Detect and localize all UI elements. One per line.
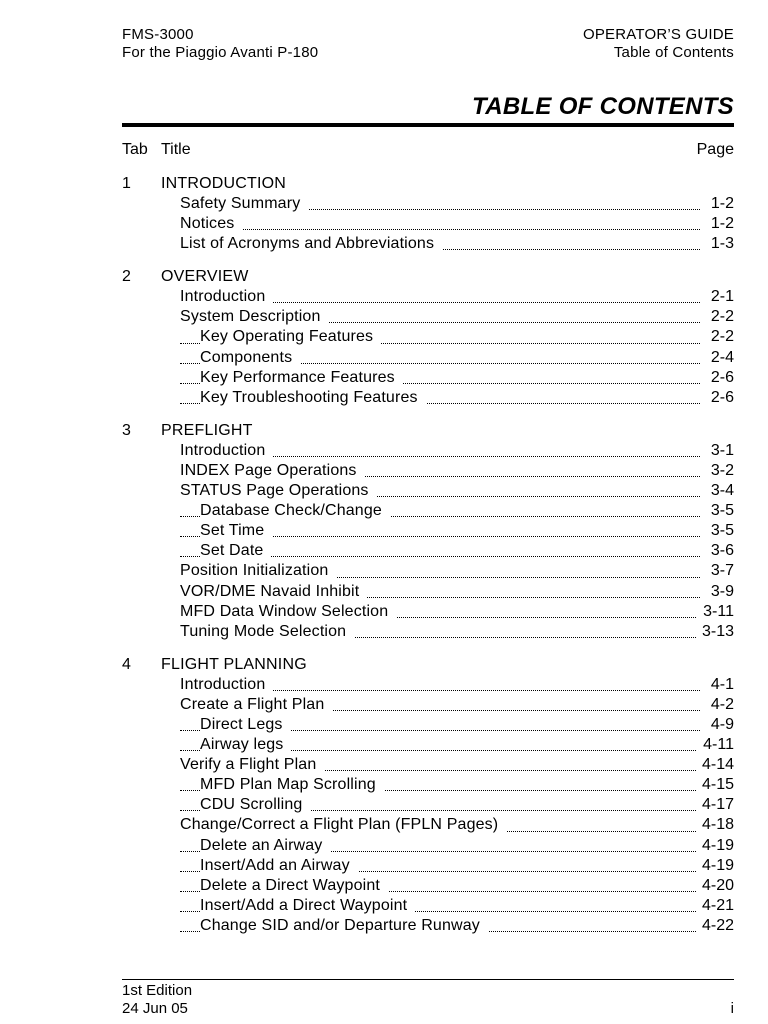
guide-name: OPERATOR’S GUIDE [582,26,734,43]
toc-section [122,174,734,254]
entry-page-number[interactable]: 1-2 [705,214,734,234]
header-left [122,26,318,62]
entry-page-number[interactable]: 3-11 [697,602,734,622]
entry-page-number[interactable]: 3-4 [705,481,734,501]
entry-title[interactable]: Notices [180,214,242,234]
aircraft-name: For the Piaggio Avanti P-180 [122,44,319,61]
toc-entry[interactable] [122,214,734,234]
toc-entry[interactable] [122,388,734,408]
page-title: TABLE OF CONTENTS [472,93,734,120]
entry-page-number[interactable]: 4-15 [696,775,734,795]
section-heading [122,174,734,194]
toc-entry[interactable] [122,695,734,715]
entry-page-number[interactable]: 1-2 [705,194,734,214]
entry-title[interactable]: STATUS Page Operations [180,481,377,501]
toc-entry[interactable] [122,561,734,581]
toc-entry[interactable] [122,234,734,254]
toc-entry[interactable] [122,461,734,481]
entry-title[interactable]: Change SID and/or Departure Runway [200,916,488,936]
entry-page-number[interactable]: 2-6 [705,368,734,388]
edition-date: 24 Jun 05 [122,1000,188,1017]
entry-page-number[interactable]: 2-2 [705,327,734,347]
entry-page-number[interactable]: 2-1 [705,287,734,307]
entry-page-number[interactable]: 4-19 [696,836,734,856]
section-heading [122,655,734,675]
toc-entry[interactable] [122,521,734,541]
entry-page-number[interactable]: 4-22 [696,916,734,936]
toc-entry[interactable] [122,755,734,775]
title-rule [122,123,734,127]
entry-title[interactable]: Key Operating Features [200,327,381,347]
entry-title[interactable]: VOR/DME Navaid Inhibit [180,582,367,602]
header-right [583,26,734,62]
section-title[interactable]: FLIGHT PLANNING [161,655,307,673]
entry-page-number[interactable]: 4-11 [697,735,734,755]
toc-entry[interactable] [122,327,734,347]
page-header [122,26,734,62]
entry-title[interactable]: Introduction [180,675,273,695]
toc-entry[interactable] [122,582,734,602]
toc-entry[interactable] [122,856,734,876]
product-name: FMS-3000 [122,26,194,43]
entry-page-number[interactable]: 3-5 [705,501,734,521]
entry-title[interactable]: List of Acronyms and Abbreviations [180,234,442,254]
section-title[interactable]: OVERVIEW [161,268,249,286]
toc-entry[interactable] [122,795,734,815]
entry-title[interactable]: Delete a Direct Waypoint [200,876,388,896]
toc-entry[interactable] [122,348,734,368]
toc-entry[interactable] [122,836,734,856]
toc-entry[interactable] [122,675,734,695]
page-column-heading: Page [696,141,734,158]
entry-page-number[interactable]: 2-4 [705,348,734,368]
entry-title[interactable]: Components [200,348,300,368]
entry-page-number[interactable]: 4-19 [696,856,734,876]
section-number: 4 [122,655,131,673]
toc-entry[interactable] [122,541,734,561]
toc-entry[interactable] [122,441,734,461]
entry-page-number[interactable]: 3-2 [705,461,734,481]
section-number: 3 [122,421,131,439]
entry-title[interactable]: Database Check/Change [200,501,390,521]
entry-page-number[interactable]: 3-6 [705,541,734,561]
entry-title[interactable]: Position Initialization [180,561,336,581]
entry-title[interactable]: Change/Correct a Flight Plan (FPLN Pages) [180,815,506,835]
page-number: i [730,1000,734,1017]
entry-title[interactable]: Introduction [180,441,273,461]
entry-page-number[interactable]: 4-20 [696,876,734,896]
entry-page-number[interactable]: 1-3 [705,234,734,254]
column-headings [122,141,734,161]
section-heading [122,421,734,441]
section-name: Table of Contents [613,44,734,61]
toc-entry[interactable] [122,735,734,755]
toc-entry[interactable] [122,896,734,916]
entry-title[interactable]: Safety Summary [180,194,308,214]
entry-title[interactable]: Delete an Airway [200,836,330,856]
toc-entry[interactable] [122,815,734,835]
toc-entry[interactable] [122,622,734,642]
entry-title[interactable]: Insert/Add an Airway [200,856,358,876]
entry-page-number[interactable]: 3-7 [705,561,734,581]
footer-left [122,982,192,1018]
entry-title[interactable]: Key Troubleshooting Features [200,388,426,408]
section-number: 2 [122,268,131,286]
toc-entry[interactable] [122,602,734,622]
section-title[interactable]: INTRODUCTION [161,175,287,192]
entry-title[interactable]: Insert/Add a Direct Waypoint [200,896,415,916]
entry-page-number[interactable]: 4-18 [696,815,734,835]
toc-entry[interactable] [122,501,734,521]
entry-page-number[interactable]: 4-1 [705,675,734,695]
toc-list [122,174,734,949]
toc-entry[interactable] [122,287,734,307]
toc-section [122,421,734,642]
dot-leader [180,229,700,230]
toc-entry[interactable] [122,368,734,388]
entry-title[interactable]: Create a Flight Plan [180,695,332,715]
section-title[interactable]: PREFLIGHT [161,421,253,439]
entry-title[interactable]: MFD Plan Map Scrolling [200,775,384,795]
entry-page-number[interactable]: 4-2 [705,695,734,715]
entry-page-number[interactable]: 2-2 [705,307,734,327]
entry-page-number[interactable]: 3-9 [705,582,734,602]
toc-entry[interactable] [122,194,734,214]
entry-page-number[interactable]: 3-13 [696,622,734,642]
entry-title[interactable]: CDU Scrolling [200,795,310,815]
entry-title[interactable]: INDEX Page Operations [180,461,365,481]
section-number: 1 [122,175,131,192]
toc-entry[interactable] [122,775,734,795]
toc-entry[interactable] [122,715,734,735]
entry-title[interactable]: Introduction [180,287,273,307]
entry-page-number[interactable]: 4-9 [705,715,734,735]
entry-page-number[interactable]: 4-17 [696,795,734,815]
section-heading [122,267,734,287]
entry-title[interactable]: Direct Legs [200,715,291,735]
footer-rule [122,979,734,980]
toc-entry[interactable] [122,876,734,896]
entry-page-number[interactable]: 2-6 [705,388,734,408]
toc-entry[interactable] [122,481,734,501]
title-column-heading: Title [161,141,191,158]
entry-page-number[interactable]: 3-5 [705,521,734,541]
toc-entry[interactable] [122,916,734,936]
entry-title[interactable]: System Description [180,307,329,327]
entry-title[interactable]: Key Performance Features [200,368,403,388]
entry-title[interactable]: Tuning Mode Selection [180,622,354,642]
tab-column-heading: Tab [122,141,148,158]
entry-title[interactable]: Set Time [200,521,272,541]
toc-section [122,267,734,408]
entry-title[interactable]: MFD Data Window Selection [180,602,396,622]
entry-title[interactable]: Set Date [200,541,271,561]
entry-page-number[interactable]: 4-21 [696,896,734,916]
entry-title[interactable]: Verify a Flight Plan [180,755,324,775]
entry-page-number[interactable]: 4-14 [696,755,734,775]
toc-section [122,655,734,936]
entry-page-number[interactable]: 3-1 [705,441,734,461]
edition: 1st Edition [122,982,193,999]
entry-title[interactable]: Airway legs [200,735,291,755]
toc-entry[interactable] [122,307,734,327]
